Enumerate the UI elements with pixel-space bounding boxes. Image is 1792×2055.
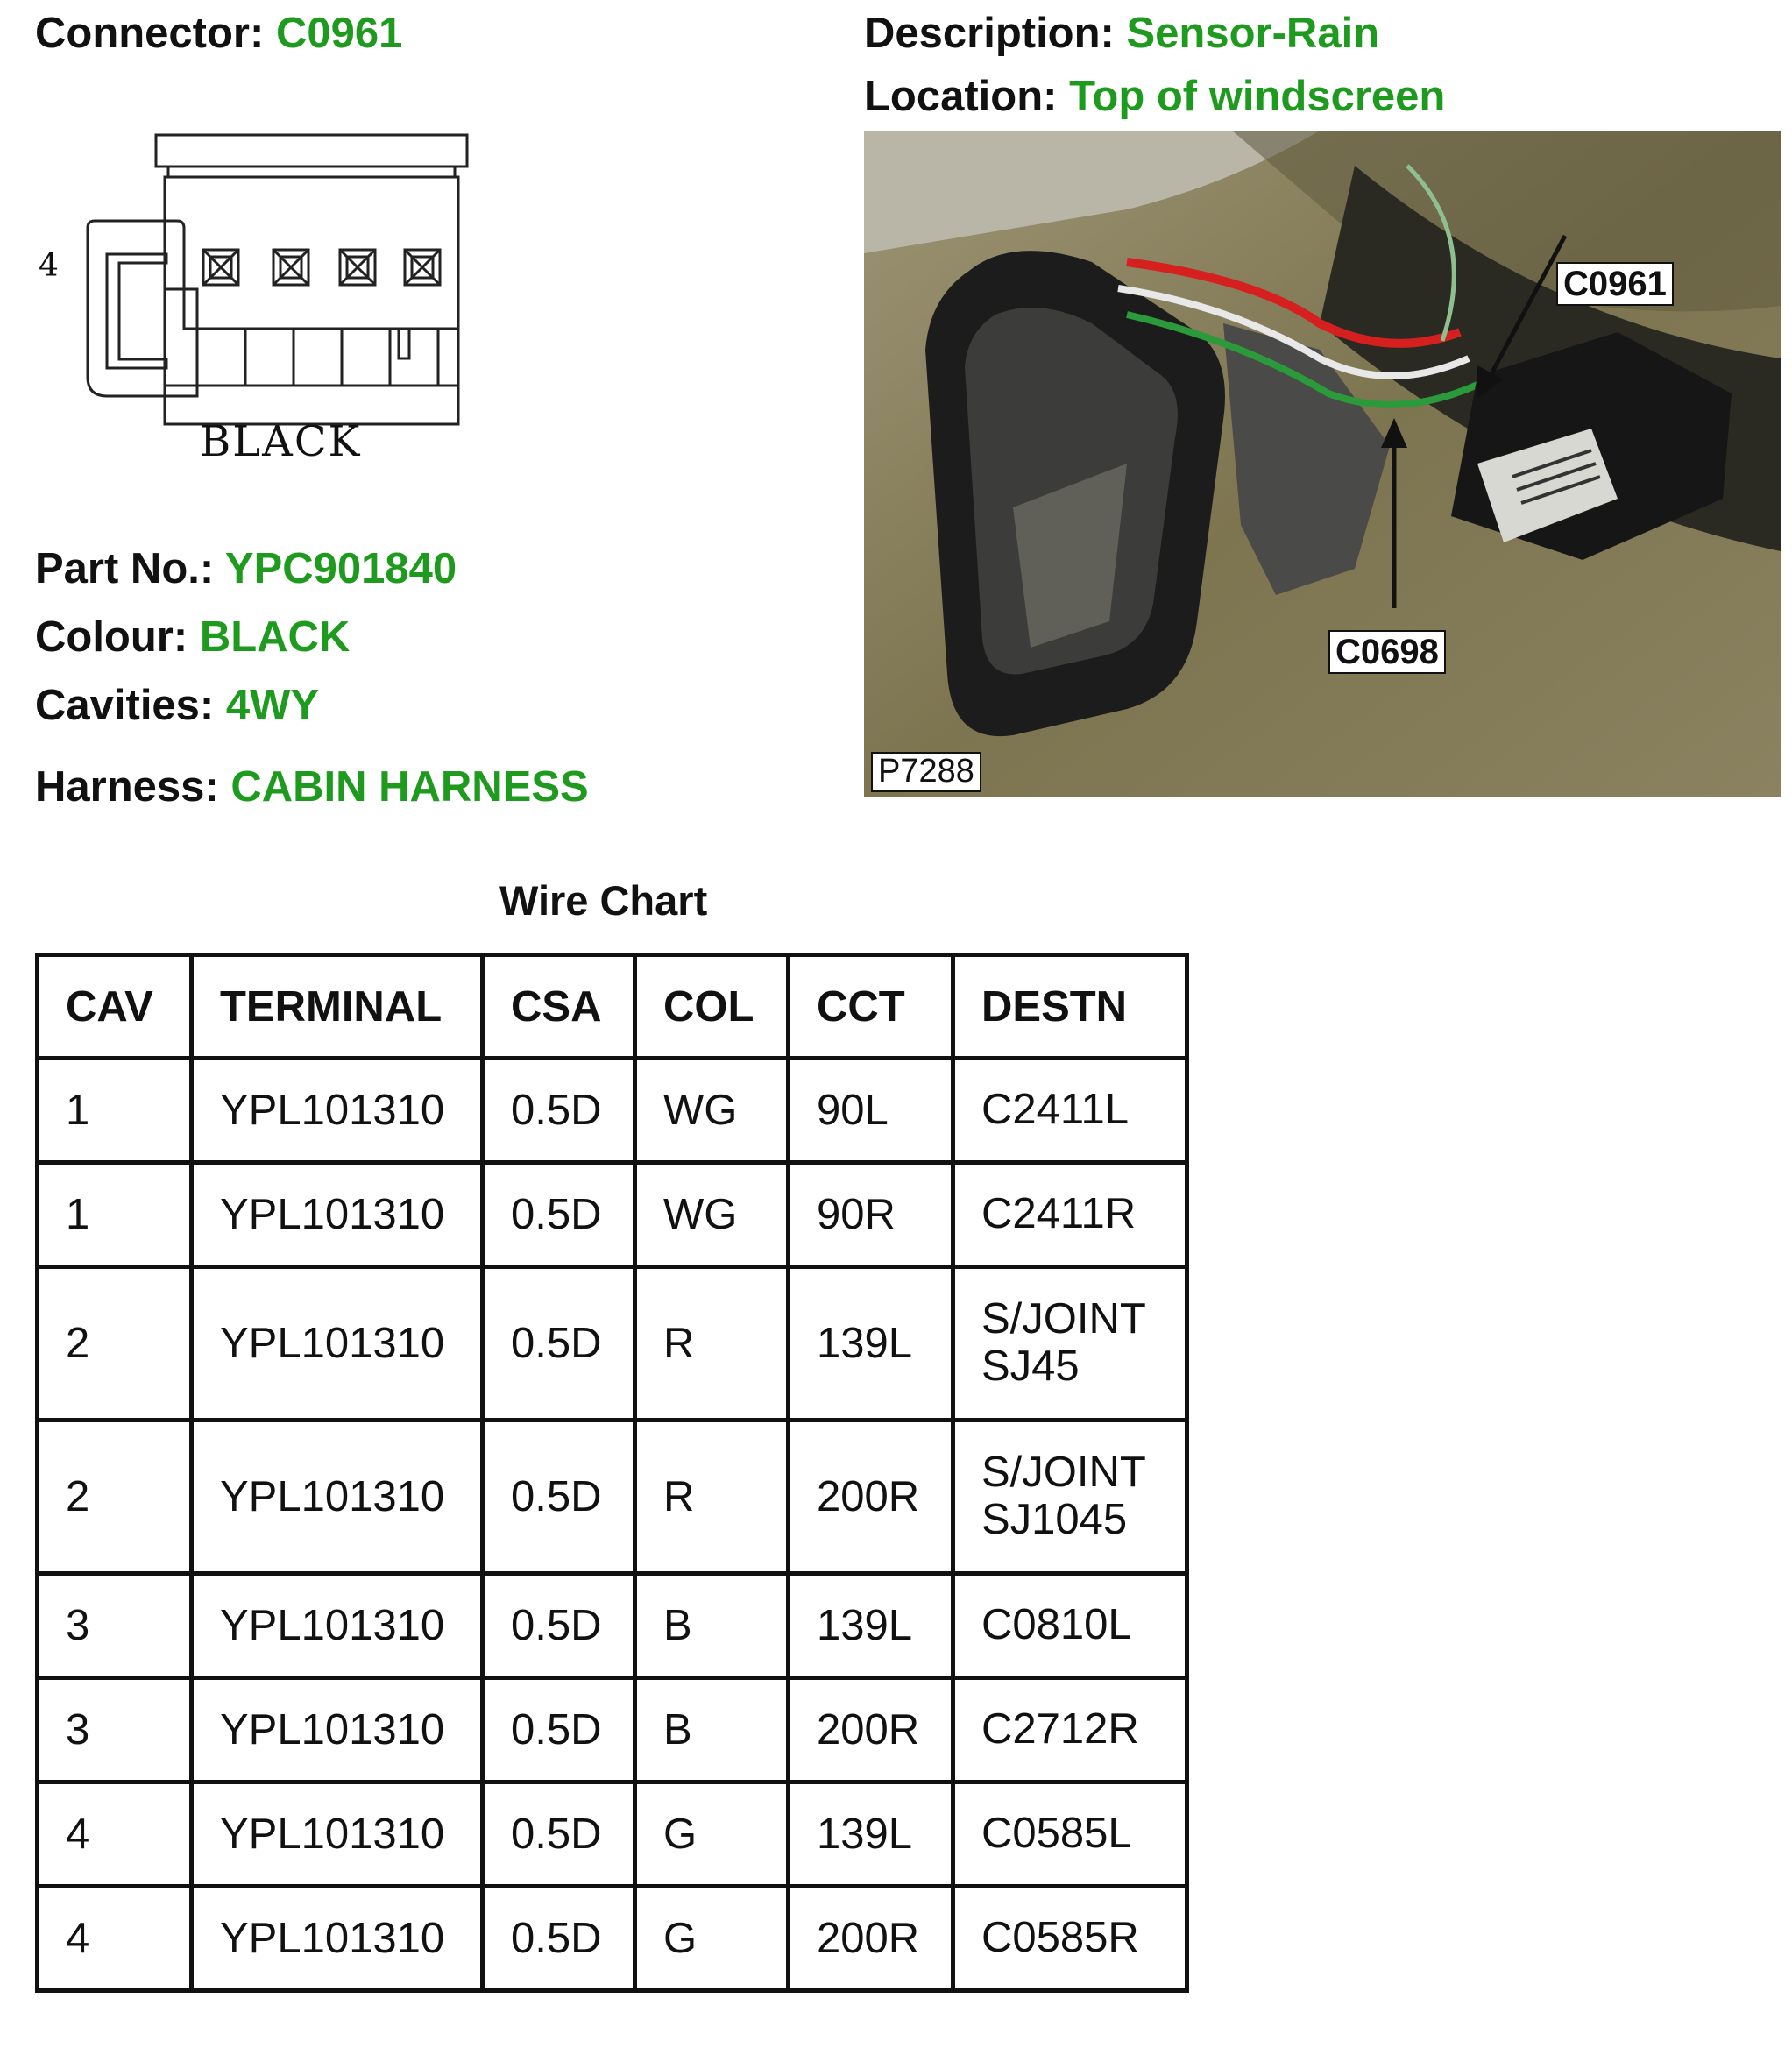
cell-cct: 200R: [789, 1887, 953, 1991]
destn-line-1: C0585L: [981, 1810, 1132, 1858]
cell-terminal: YPL101310: [192, 1887, 483, 1991]
callout-c0698: C0698: [1328, 630, 1446, 674]
cell-col: R: [635, 1421, 789, 1574]
cavities-value: 4WY: [225, 682, 320, 729]
destn-line-1: C2411L: [981, 1086, 1130, 1134]
location-label: Location:: [864, 73, 1058, 120]
cell-destn: [953, 1887, 1187, 1991]
cell-cct: 139L: [789, 1267, 953, 1421]
cell-terminal: YPL101310: [192, 1163, 483, 1267]
cell-destn: [953, 1059, 1187, 1163]
wire-chart-title: Wire Chart: [499, 877, 708, 924]
pin-number-label: 4: [39, 248, 59, 284]
description-value: Sensor-Rain: [1126, 10, 1380, 57]
part-no-label: Part No.:: [35, 545, 215, 592]
destn-line-1: S/JOINT: [981, 1295, 1146, 1343]
cell-cct: 139L: [789, 1782, 953, 1887]
table-row: [38, 1267, 1187, 1421]
cell-cav: 2: [38, 1421, 192, 1574]
harness-value: CABIN HARNESS: [230, 763, 589, 811]
table-row: [38, 1678, 1187, 1782]
callout-c0961: C0961: [1556, 262, 1674, 306]
photo-id-label: P7288: [871, 752, 981, 792]
wire-chart-table: [35, 953, 1189, 1993]
cell-destn: [953, 1782, 1187, 1887]
cell-terminal: YPL101310: [192, 1678, 483, 1782]
cell-csa: 0.5D: [483, 1421, 635, 1574]
cell-cav: 4: [38, 1887, 192, 1991]
cell-cav: 2: [38, 1267, 192, 1421]
header-terminal: TERMINAL: [192, 955, 483, 1059]
colour-value: BLACK: [199, 613, 351, 661]
cell-terminal: YPL101310: [192, 1421, 483, 1574]
cell-cav: 4: [38, 1782, 192, 1887]
cell-destn: [953, 1421, 1187, 1574]
cell-cav: 1: [38, 1059, 192, 1163]
table-row: [38, 1887, 1187, 1991]
header-destn: DESTN: [953, 955, 1187, 1059]
cavities-label: Cavities:: [35, 682, 215, 729]
part-no-field: [35, 545, 457, 592]
cavity-squares: [203, 250, 440, 285]
cell-destn: [953, 1574, 1187, 1678]
cell-col: B: [635, 1574, 789, 1678]
cell-terminal: YPL101310: [192, 1267, 483, 1421]
description-label: Description:: [864, 10, 1115, 57]
cell-cct: 200R: [789, 1421, 953, 1574]
cell-csa: 0.5D: [483, 1163, 635, 1267]
destn-line-1: C2411R: [981, 1190, 1137, 1238]
cell-csa: 0.5D: [483, 1678, 635, 1782]
header-csa: CSA: [483, 955, 635, 1059]
colour-label: Colour:: [35, 613, 188, 661]
cell-cav: 3: [38, 1574, 192, 1678]
header-cct: CCT: [789, 955, 953, 1059]
cell-terminal: YPL101310: [192, 1059, 483, 1163]
cell-col: WG: [635, 1163, 789, 1267]
table-row: [38, 1421, 1187, 1574]
header-col: COL: [635, 955, 789, 1059]
cell-col: WG: [635, 1059, 789, 1163]
cell-csa: 0.5D: [483, 1574, 635, 1678]
cell-cct: 200R: [789, 1678, 953, 1782]
diagram-color-label: BLACK: [200, 417, 362, 466]
destn-line-1: C2712R: [981, 1705, 1139, 1754]
part-no-value: YPC901840: [224, 545, 457, 592]
connector-label: Connector:: [35, 10, 265, 57]
connector-field: [35, 12, 402, 55]
colour-field: [35, 613, 351, 661]
destn-line-2: SJ45: [981, 1343, 1080, 1390]
cell-cct: 90R: [789, 1163, 953, 1267]
connector-value: C0961: [275, 10, 403, 57]
cell-destn: [953, 1267, 1187, 1421]
cavities-field: [35, 684, 319, 727]
location-field: [864, 75, 1445, 118]
cell-col: G: [635, 1782, 789, 1887]
cell-csa: 0.5D: [483, 1782, 635, 1887]
location-value: Top of windscreen: [1069, 73, 1446, 120]
harness-label: Harness:: [35, 763, 219, 811]
cell-csa: 0.5D: [483, 1267, 635, 1421]
destn-line-1: C0585R: [981, 1914, 1139, 1962]
description-field: [864, 12, 1379, 55]
cell-cav: 1: [38, 1163, 192, 1267]
table-row: [38, 1574, 1187, 1678]
destn-line-1: C0810L: [981, 1601, 1132, 1649]
cell-cct: 90L: [789, 1059, 953, 1163]
harness-field: [35, 763, 589, 811]
table-row: [38, 1782, 1187, 1887]
header-cav: CAV: [38, 955, 192, 1059]
cell-terminal: YPL101310: [192, 1782, 483, 1887]
destn-line-1: S/JOINT: [981, 1449, 1146, 1497]
cell-col: B: [635, 1678, 789, 1782]
destn-line-2: SJ1045: [981, 1496, 1128, 1543]
cell-col: R: [635, 1267, 789, 1421]
cell-cct: 139L: [789, 1574, 953, 1678]
cell-csa: 0.5D: [483, 1887, 635, 1991]
cell-csa: 0.5D: [483, 1059, 635, 1163]
cell-destn: [953, 1678, 1187, 1782]
cell-destn: [953, 1163, 1187, 1267]
cell-terminal: YPL101310: [192, 1574, 483, 1678]
table-row: [38, 1059, 1187, 1163]
cell-col: G: [635, 1887, 789, 1991]
table-header-row: [38, 955, 1187, 1059]
cell-cav: 3: [38, 1678, 192, 1782]
table-row: [38, 1163, 1187, 1267]
location-photo: [864, 131, 1781, 797]
